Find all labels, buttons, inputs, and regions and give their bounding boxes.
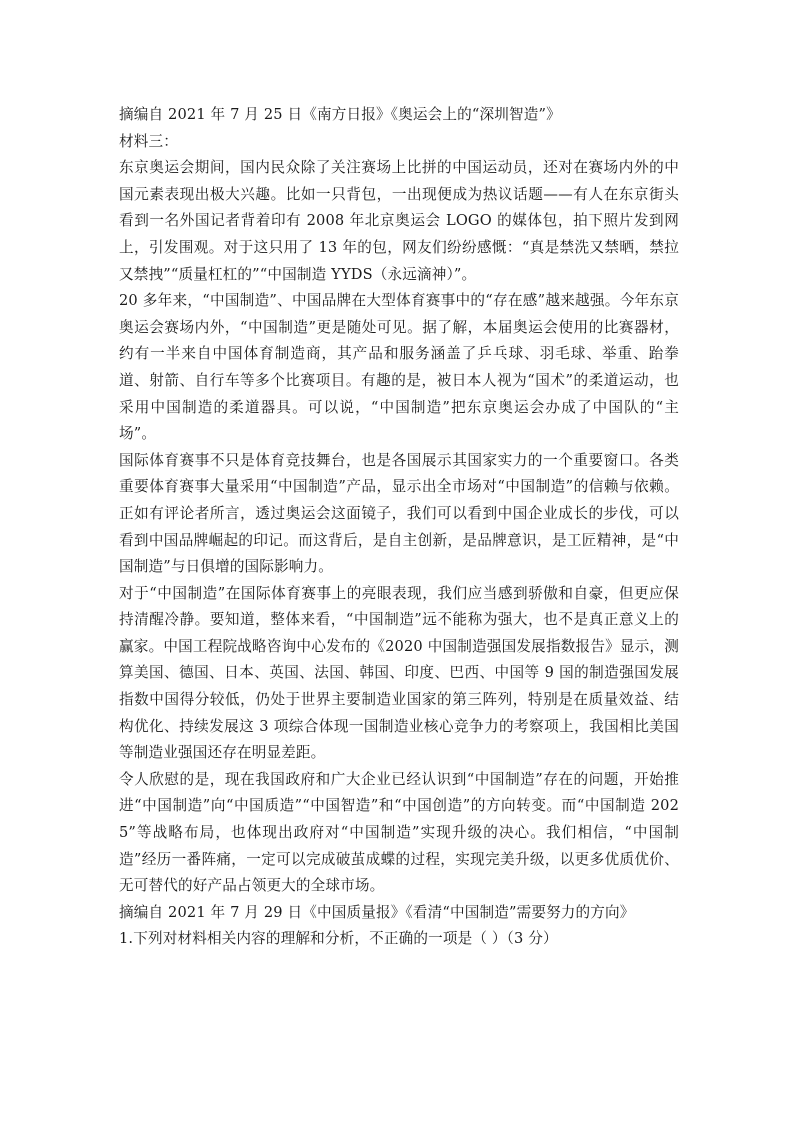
paragraph-2: 20 多年来，“中国制造”、中国品牌在大型体育赛事中的“存在感”越来越强。今年东京奥运会赛场内外，“中国制造”更是随处可见。据了解，本届奥运会使用的比赛器材，约有一半来自中国体育制造商，其产品和服务涵盖了乒乓球、羽毛球、举重、跆拳道、射箭、自行车等多个比赛项目。有趣的是，被日本人视为“国术”的柔道运动，也采用中国制造的柔道器具。可以说，“中国制造”把东京奥运会办成了中国队的“主场”。 — [119, 292, 679, 443]
source-citation-2: 摘编自 2021 年 7 月 29 日《中国质量报》《看清“中国制造”需要努力的方向》 — [119, 903, 635, 921]
material-heading: 材料三： — [119, 132, 178, 150]
paragraph-5: 令人欣慰的是，现在我国政府和广大企业已经认识到“中国制造”存在的问题，开始推进“中国制造”向“中国质造”“中国智造”和“中国创造”的方向转变。而“中国制造 2025”等战略布局，也体现出政府对“中国制造”实现升级的决心。我们相信，“中国制造”经历一番阵痛，一定可以完成破茧成蝶的过程，实现完美升级，以更多优质优价、无可替代的好产品占领更大的全球市场。 — [119, 770, 679, 895]
document-body — [119, 102, 679, 953]
source-citation-1: 摘编自 2021 年 7 月 25 日《南方日报》《奥运会上的“深圳智造”》 — [119, 106, 561, 123]
question-1: 1.下列对材料相关内容的理解和分析，不正确的一项是（ ）（3 分） — [119, 930, 558, 948]
paragraph-3: 国际体育赛事不只是体育竞技舞台，也是各国展示其国家实力的一个重要窗口。各类重要体育赛事大量采用“中国制造”产品，显示出全市场对“中国制造”的信赖与依赖。正如有评论者所言，透过奥运会这面镜子，我们可以看到中国企业成长的步伐，可以看到中国品牌崛起的印记。而这背后，是自主创新，是品牌意识，是工匠精神，是“中国制造”与日俱增的国际影响力。 — [119, 451, 679, 576]
paragraph-4: 对于“中国制造”在国际体育赛事上的亮眼表现，我们应当感到骄傲和自豪，但更应保持清醒冷静。要知道，整体来看，“中国制造”远不能称为强大，也不是真正意义上的赢家。中国工程院战略咨询中心发布的《2020 中国制造强国发展指数报告》显示，测算美国、德国、日本、英国、法国、韩国、印度、巴西、中国等 9 国的制造强国发展指数中国得分较低，仍处于世界主要制造业国家的第三阵列，特别是在质量效益、结构优化、持续发展这 3 项综合体现一国制造业核心竞争力的考察项上，我国相比美国等制造业强国还存在明显差距。 — [119, 584, 679, 762]
paragraph-1: 东京奥运会期间，国内民众除了关注赛场上比拼的中国运动员，还对在赛场内外的中国元素表现出极大兴趣。比如一只背包，一出现便成为热议话题——有人在东京街头看到一名外国记者背着印有 2008 年北京奥运会 LOGO 的媒体包，拍下照片发到网上，引发围观。对于这只用了 13 年的包，网友们纷纷感慨：“真是禁洗又禁晒，禁拉又禁拽”“质量杠杠的”“中国制造 YYDS（永远滴神）”。 — [119, 159, 679, 283]
